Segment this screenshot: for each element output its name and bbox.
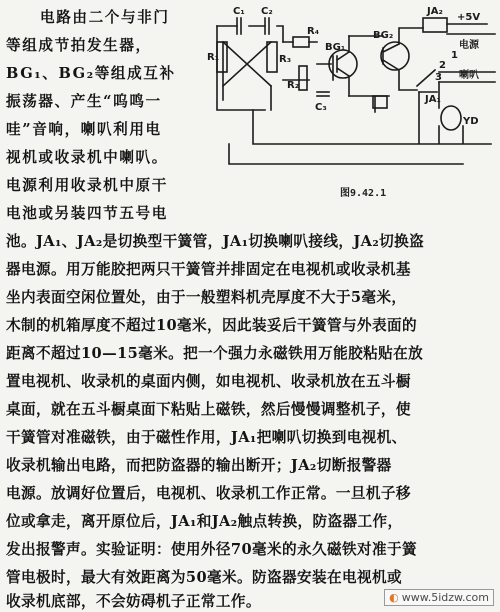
text-line-21: 管电极时，最大有效距离为50毫米。防盗器安装在电视机或 [6, 569, 402, 586]
label-pin3: 3 [435, 72, 442, 83]
text-line-13: 距离不超过10—15毫米。把一个强力永磁铁用万能胶粘贴在放 [6, 345, 424, 362]
label-ja2: JA₂ [427, 6, 443, 17]
label-vcc: +5V [457, 12, 481, 23]
figure-caption: 图9.42.1 [340, 188, 387, 199]
label-ja1: JA₁ [425, 94, 441, 105]
text-line-3: BG₁、BG₂等组成互补 [6, 65, 176, 82]
text-line-19: 位或拿走，离开原位后，JA₁和JA₂触点转换，防盗器工作， [6, 513, 403, 530]
text-line-15: 桌面，就在五斗橱桌面下粘贴上磁铁，然后慢慢调整机子，使 [6, 401, 411, 418]
label-c1: C₁ [233, 6, 245, 17]
label-r2: R₂ [287, 80, 300, 91]
text-line-1: 电路由二个与非门 [40, 9, 170, 26]
text-line-22: 收录机底部，不会妨碍机子正常工作。 [6, 593, 261, 610]
text-line-6: 视机或收录机中喇叭。 [6, 149, 168, 166]
label-r1: R₁ [207, 52, 220, 63]
speaker-yd [441, 106, 461, 130]
text-line-2: 等组成节拍发生器， [6, 37, 152, 54]
text-line-9: 池。JA₁、JA₂是切换型干簧管，JA₁切换喇叭接线，JA₂切换盗 [6, 233, 425, 250]
text-line-17: 收录机输出电路，而把防盗器的输出断开；JA₂切断报警器 [6, 457, 392, 474]
circuit-diagram [207, 0, 500, 176]
text-line-7: 电源利用收录机中原干 [6, 177, 168, 194]
resistor-r3 [267, 42, 277, 72]
reed-switch-ja1 [417, 70, 495, 92]
text-line-4: 振荡器、产生“呜鸣一 [6, 93, 162, 110]
label-bg2: BG₂ [373, 30, 394, 41]
site-watermark [384, 589, 494, 606]
text-line-8: 电池或另装四节五号电 [6, 205, 168, 222]
resistor-r2 [299, 66, 307, 90]
text-line-14: 置电视机、收录机的桌面内侧，如电视机、收录机放在五斗橱 [6, 373, 411, 390]
wire-left-frame [217, 26, 283, 42]
text-line-16: 干簧管对准磁铁，由于磁性作用，JA₁把喇叭切换到电视机、 [6, 429, 407, 446]
watermark-logo-icon: ◐ [389, 591, 399, 604]
label-r3: R₃ [279, 54, 292, 65]
label-speaker: 喇叭 [459, 70, 479, 81]
label-r4: R₄ [307, 26, 320, 37]
resistor-r4 [293, 37, 309, 47]
text-line-12: 木制的机箱厚度不超过10毫米，因此装妥后干簧管与外表面的 [6, 317, 417, 334]
label-c2: C₂ [261, 6, 273, 17]
text-line-5: 哇”音响，喇叭利用电 [6, 121, 162, 138]
label-yd: YD [463, 116, 479, 127]
label-pin2: 2 [439, 60, 446, 71]
label-bg1: BG₁ [325, 42, 346, 53]
text-line-18: 电源。放调好位置后，电视机、收录机工作正常。一旦机子移 [6, 485, 411, 502]
label-c3: C₃ [315, 102, 327, 113]
label-power: 电源 [459, 40, 479, 51]
watermark-text: www.5idzw.com [401, 591, 489, 604]
text-line-11: 坐内表面空闲位置处，由于一般塑料机壳厚度不大于5毫米， [6, 289, 407, 306]
wire-cross [223, 42, 271, 86]
text-line-10: 器电源。用万能胶把两只干簧管并排固定在电视机或收录机基 [6, 261, 411, 278]
reed-switch-ja2 [423, 18, 447, 32]
label-pin1: 1 [451, 50, 458, 61]
text-line-20: 发出报警声。实验证明：使用外径70毫米的永久磁铁对准于簧 [6, 541, 417, 558]
